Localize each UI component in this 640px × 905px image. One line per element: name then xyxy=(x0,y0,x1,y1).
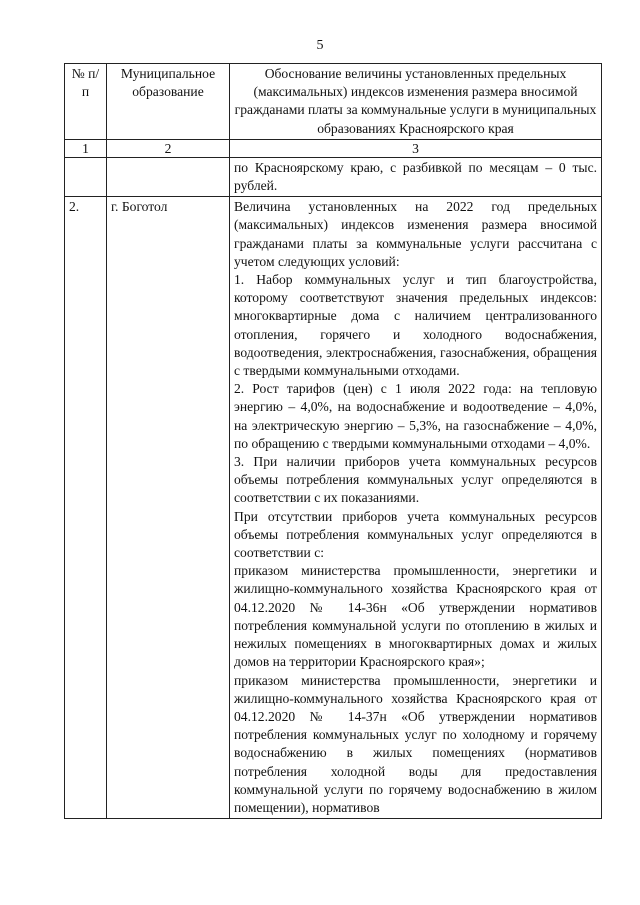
header-justification: Обоснование величины установленных предельных (максимальных) индексов изменения размера вносимой гражданами платы за коммунальные услуги в муниципальных образованиях Красноярского края xyxy=(230,64,602,140)
justification-paragraph: При отсутствии приборов учета коммунальных ресурсов объемы потребления коммунальных услуг определяются в соответствии с: xyxy=(234,508,597,561)
page-number: 5 xyxy=(316,38,324,53)
row-municipality: г. Боготол xyxy=(107,197,230,819)
row-number: 2. xyxy=(65,197,107,819)
justification-paragraph: 1. Набор коммунальных услуг и тип благоустройства, которому соответствуют значения предельных индексов: многоквартирные дома с наличием централизованного отопления, горячего и холодного водоснабжения, водоотведения, электроснабжения, газоснабжения, обращения с твердыми коммунальными отходами. xyxy=(234,272,597,379)
row-justification xyxy=(230,197,602,819)
header-municipality: Муниципальное образование xyxy=(107,64,230,140)
column-numbers-row xyxy=(65,139,602,157)
justification-paragraph: Величина установленных на 2022 год предельных (максимальных) индексов изменения размера вносимой гражданами платы за коммунальные услуги рассчитана с учетом следующих условий: xyxy=(234,199,597,269)
justification-table xyxy=(64,63,602,819)
continuation-text: по Красноярскому краю, с разбивкой по месяцам – 0 тыс. рублей. xyxy=(230,157,602,196)
justification-paragraph: приказом министерства промышленности, энергетики и жилищно-коммунального хозяйства Красноярского края от 04.12.2020 № 14-37н «Об утверждении нормативов потребления коммунальных услуг по холодному и горячему водоснабжению в жилых помещениях (нормативов потребления холодной воды для предоставления коммунальной услуги по горячему водоснабжению в жилом помещении), нормативов xyxy=(234,672,597,815)
column-number-2: 2 xyxy=(107,139,230,157)
justification-paragraph: 3. При наличии приборов учета коммунальных ресурсов объемы потребления коммунальных услуг определяются в соответствии с их показаниями. xyxy=(234,454,597,506)
continuation-municipality-cell xyxy=(107,157,230,196)
header-num: № п/п xyxy=(65,64,107,140)
justification-paragraph: 2. Рост тарифов (цен) с 1 июля 2022 года: на тепловую энергию – 4,0%, на водоснабжение и водоотведение – 4,0%, на электрическую энергию – 5,3%, на газоснабжение – 4,0%, по обращению с твердыми коммунальными отходами – 4,0%. xyxy=(234,381,597,451)
continuation-row xyxy=(65,157,602,196)
continuation-num-cell xyxy=(65,157,107,196)
column-number-1: 1 xyxy=(65,139,107,157)
justification-paragraph: приказом министерства промышленности, энергетики и жилищно-коммунального хозяйства Красноярского края от 04.12.2020 № 14-36н «Об утверждении нормативов потребления коммунальной услуги по отоплению в жилых и нежилых помещениях в многоквартирных домах и жилых домов на территории Красноярского края»; xyxy=(234,563,597,670)
table-row xyxy=(65,197,602,819)
column-number-3: 3 xyxy=(230,139,602,157)
table-header-row xyxy=(65,64,602,140)
